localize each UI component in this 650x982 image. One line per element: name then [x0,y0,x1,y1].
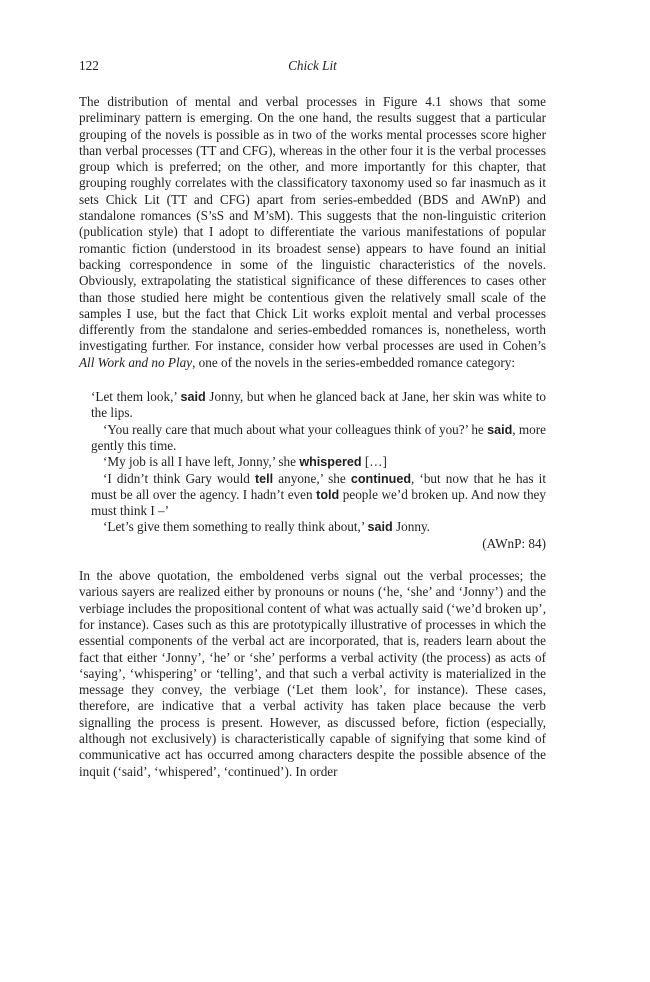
quote-line [91,519,546,535]
verbal-process-verb: said [367,520,393,535]
quote-citation: (AWnP: 84) [482,535,546,551]
quote-text: ‘You really care that much about what your colleagues think of you?’ he [103,421,488,437]
quote-text: , more gently this time. [91,421,546,453]
quote-text: Jonny, but when he glanced back at Jane, her skin was white to the lips. [91,389,546,421]
quote-text: ‘I didn’t think Gary would [103,470,255,486]
block-quotation [91,389,546,552]
quote-text: ‘Let’s give them something to really think about,’ [103,519,368,535]
body-paragraph-2: In the above quotation, the emboldened verbs signal out the verbal processes; the various sayers are realized either by pronouns or nouns (‘he, ‘she’ and ‘Jonny’) and the verbiage includes the propositional content of what was actually said (‘we’d broken up’, for instance). Cases such as this are prototypically illustrative of processes in which the essential components of the verbal act are incorporated, that is, readers learn about the fact that either ‘Jonny’, ‘he’ or ‘she’ performs a verbal activity (the process) as acts of ‘saying’, ‘whispering’ or ‘telling’, and that such a verbal activity is materialized in the message they convey, the verbiage (‘Let them look’, for instance). These cases, therefore, are indicative that a verbal activity has taken place because the verb signalling the process is present. However, as discussed before, fiction (especially, although not exclusively) is characteristically capable of signifying that some kind of communicative act has occurred among characters despite the possible absence of the inquit (‘said’, ‘whispered’, ‘continued’). In order [79,568,546,779]
verbal-process-verb: told [316,487,340,502]
verbal-process-verb: said [487,422,513,437]
paragraph-text: The distribution of mental and verbal processes in Figure 4.1 shows that some preliminary pattern is emerging. On the one hand, the results suggest that a particular grouping of the novels is possible as in two of the works mental processes score higher than verbal processes (TT and CFG), whereas in the other four it is the verbal processes group which is preferred; on the other, and more importantly for this chapter, that grouping roughly correlates with the classificatory taxonomy used so far inasmuch as it sets Chick Lit (TT and CFG) apart from series-embedded (BDS and AWnP) and standalone romances (S’sS and M’sM). This suggests that the non-linguistic criterion (publication style) that I adopt to differentiate the various manifestations of popular romantic fiction (understood in its broadest sense) appears to have found an initial backing correspondence in some of the linguistic characteristics of the novels. Obviously, extrapolating the statistical significance of these differences to cases other than those studied here might be contentious given the relatively small scale of the samples I use, but the fact that Chick Lit works exploit mental and verbal processes differently from the standalone and series-embedded romances is, nonetheless, worth investigating further. For instance, consider how verbal processes are used in Cohen’s [79,94,546,354]
quote-line [91,454,546,470]
quote-line [91,422,546,455]
quote-text: Jonny. [392,519,430,535]
verbal-process-verb: continued [350,471,412,486]
quote-text: ‘My job is all I have left, Jonny,’ she [103,454,300,470]
quote-text: […] [361,454,387,470]
quote-line [91,389,546,422]
page-number: 122 [79,58,99,73]
quote-text: , ‘but now that he has it must be all over the agency. I hadn’t even [91,470,546,502]
page-header [79,58,546,78]
verbal-process-verb: whispered [299,455,362,470]
book-title: All Work and no Play [79,354,193,370]
book-page [79,58,546,780]
verbal-process-verb: said [180,390,206,405]
verbal-process-verb: tell [254,471,274,486]
quote-line [91,471,546,520]
body-paragraph-1 [79,94,546,371]
quote-text: people we’d broken up. And now they must think I –’ [91,486,546,519]
quote-text: anyone,’ she [273,470,351,486]
paragraph-text: , one of the novels in the series-embedded romance category: [192,354,516,370]
quote-text: ‘Let them look,’ [91,389,181,405]
running-title: Chick Lit [288,58,337,73]
